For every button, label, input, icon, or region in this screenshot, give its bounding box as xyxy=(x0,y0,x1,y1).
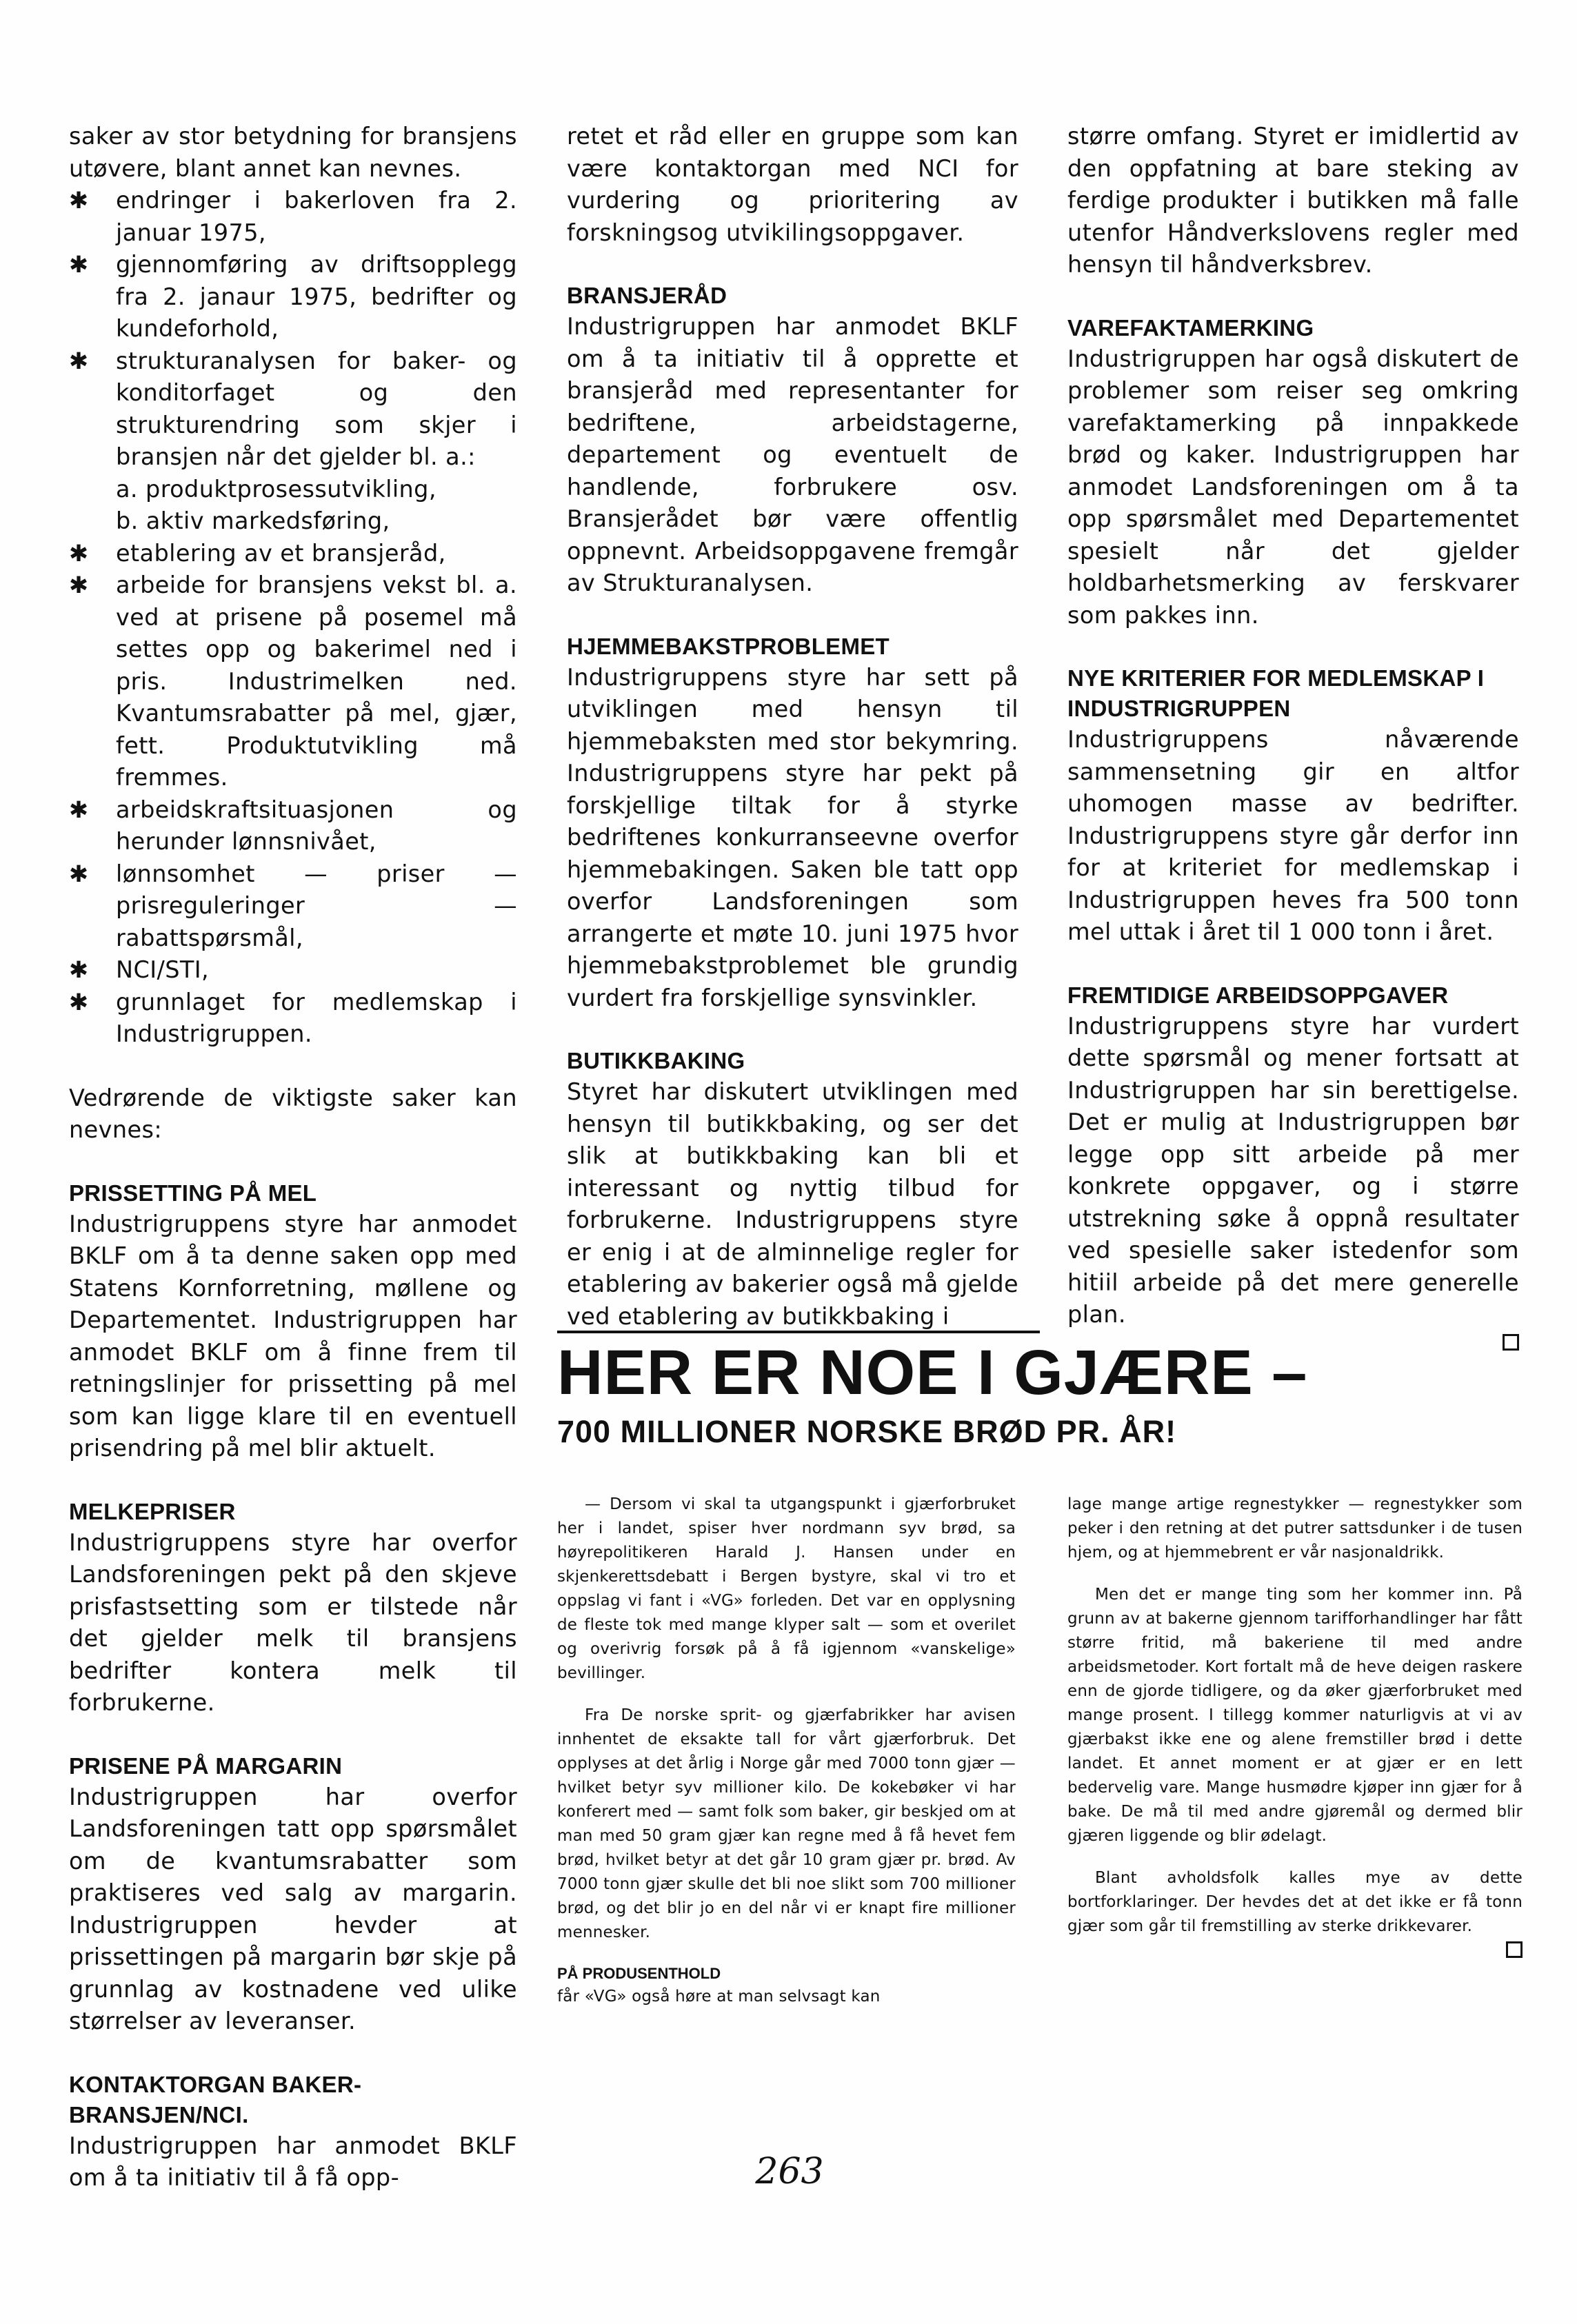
section-heading: VAREFAKTAMERKING xyxy=(1067,314,1314,341)
list-item: ✱ endringer i bakerloven fra 2. januar 1975, xyxy=(69,185,517,249)
article-subheadline: 700 MILLIONER NORSKE BRØD PR. ÅR! xyxy=(557,1414,1177,1449)
section-heading: PRISSETTING PÅ MEL xyxy=(69,1180,317,1206)
asterisk-icon: ✱ xyxy=(69,539,89,567)
section-body: Styret har diskutert utviklingen med hensyn til butikkbaking, og ser det slik at butikkbaking kan bli et interessant og nyttig tilbud for forbrukerne. Industrigruppens styre er enig i at de alminnelige regler for etablering av bakerier også må gjelde ved etablering av butikkbaking i xyxy=(567,1078,1018,1330)
column-1 xyxy=(69,121,517,2194)
asterisk-icon: ✱ xyxy=(69,860,89,887)
list-item: ✱ etablering av et bransjeråd, xyxy=(69,538,517,570)
asterisk-icon: ✱ xyxy=(69,347,89,374)
col3-continuation: større omfang. Styret er imidlertid av den oppfatning at bare steking av ferdige produkter i butikken må falle utenfor Håndverkslovens regler med hensyn til håndverksbrev. xyxy=(1067,123,1519,278)
section-heading: HJEMMEBAKSTPROBLEMET xyxy=(567,633,890,659)
asterisk-icon: ✱ xyxy=(69,988,89,1016)
list-item: ✱ arbeidskraftsituasjonen og herunder lønnsnivået, xyxy=(69,794,517,858)
article-paragraph: Fra De norske sprit- og gjærfabrikker har avisen innhentet de eksakte tall for vårt gjærforbruk. Det opplyses at det årlig i Norge går med 7000 tonn gjær — hvilket betyr syv millioner kilo. De kokebøker vi har konferert med — samt folk som baker, gir beskjed om at man med 50 gram gjær kan regne med å få hevet fem brød, hvilket betyr at det går 10 gram gjær pr. brød. Av 7000 tonn gjær skulle det bli noe slikt som 700 millioner brød, og det blir jo en del når vi er knapt fire millioner mennesker. xyxy=(557,1706,1016,1941)
sub-item-b: b. aktiv markedsføring, xyxy=(116,507,390,534)
article-headline-block xyxy=(557,1334,1536,1453)
section-body: Industrigruppens styre har sett på utviklingen med hensyn til hjemmebaksten med stor bekymring. Industrigruppens styre har pekt på forskjellige tiltak for å styrke bedriftenes konkurranseevne overfor hjemmebakingen. Saken ble tatt opp overfor Landsforeningen som arrangerte et møte 10. juni 1975 hvor hjemmebakstproblemet ble grundig vurdert fra forskjellige synsvinkler. xyxy=(567,663,1018,1011)
section-body: Industrigruppen har overfor Landsforeningen tatt opp spørsmålet om de kvantumsrabatter som praktiseres ved salg av margarin. Industrigruppen hevder at prissettingen på margarin bør skje på grunnlag av kostnadene ved ulike størrelser av leveranser. xyxy=(69,1783,517,2034)
section-heading: BRANSJERÅD xyxy=(567,283,727,308)
col2-continuation: retet et råd eller en gruppe som kan være kontaktorgan med NCI for vurdering og prioritering av forskningsog utvikilingsoppgaver. xyxy=(567,123,1018,246)
article-paragraph: Men det er mange ting som her kommer inn. På grunn av at bakerne gjennom tarifforhandlinger har fått større fritid, må bakeriene til med andre arbeidsmetoder. Kort fortalt må de heve deigen raskere enn de gjorde tidligere, og da øker gjærforbruket med mange prosent. I tillegg kommer naturligvis at vi av gjærbakst ikke ene og alene fremstiller brød i dette landet. Et annet moment er at gjær er en lett bedervelig vare. Mange husmødre kjøper inn gjær for å bake. De må til med andre gjøremål og dermed blir gjæren liggende og blir ødelagt. xyxy=(1067,1586,1523,1845)
article-headline: HER ER NOE I GJÆRE – xyxy=(557,1337,1308,1408)
section-heading: PRISENE PÅ MARGARIN xyxy=(69,1752,343,1779)
issue-list xyxy=(69,185,517,1051)
column-2 xyxy=(567,121,1018,1333)
article-subheading: PÅ PRODUSENTHOLD xyxy=(557,1965,721,1982)
col1-lead: Vedrørende de viktigste saker kan nevnes: xyxy=(69,1084,517,1143)
asterisk-icon: ✱ xyxy=(69,187,89,214)
section-body: Industrigruppen har også diskutert de problemer som reiser seg omkring varefaktamerking på innpakkede brød og kaker. Industrigruppen har anmodet Landsforeningen om å ta opp spørsmålet med Departementet spesielt når det gjelder holdbarhetsmerking av ferskvarer som pakkes inn. xyxy=(1067,345,1519,629)
article-column-left xyxy=(557,1493,1016,2009)
article-column-right xyxy=(1067,1493,1523,1958)
asterisk-icon: ✱ xyxy=(69,251,89,278)
section-heading: NYE KRITERIER FOR MEDLEMSKAP I INDUSTRIGRUPPEN xyxy=(1067,665,1485,721)
section-heading: KONTAKTORGAN BAKER-BRANSJEN/NCI. xyxy=(69,2071,362,2128)
page-number: 263 xyxy=(755,2151,824,2192)
list-item: ✱ NCI/STI, xyxy=(69,954,517,987)
headline-rule xyxy=(557,1331,1040,1333)
section-heading: FREMTIDIGE ARBEIDSOPPGAVER xyxy=(1067,982,1449,1008)
sub-item-a: a. produktprosessutvikling, xyxy=(116,475,436,503)
list-item: ✱ grunnlaget for medlemskap i Industrigruppen. xyxy=(69,987,517,1051)
section-body: Industrigruppens styre har anmodet BKLF om å ta denne saken opp med Statens Kornforretning, møllene og Departementet. Industrigruppen har anmodet BKLF om å finne frem til retningslinjer for prissetting på mel som kan ligge klare til en eventuell prisendring på mel blir aktuelt. xyxy=(69,1210,517,1462)
asterisk-icon: ✱ xyxy=(69,956,89,983)
section-body: Industrigruppens nåværende sammensetning gir en altfor uhomogen masse av bedrifter. Industrigruppens styre går derfor inn for at kriteriet for medlemskap i Industrigruppen heves fra 500 tonn mel uttak i året til 1 000 tonn i året. xyxy=(1067,726,1519,945)
section-body: Industrigruppens styre har overfor Landsforeningen pekt på den skjeve prisfastsetting som er tilstede når det gjelder melk til bransjens bedrifter kontera melk til forbrukerne. xyxy=(69,1528,517,1716)
article-paragraph: Blant avholdsfolk kalles mye av dette bortforklaringer. Der hevdes det at det ikke er få tonn gjær som går til fremstilling av sterke drikkevarer. xyxy=(1067,1869,1523,1935)
section-body: Industrigruppen har anmodet BKLF om å ta initiativ til å opprette et bransjeråd med representanter for bedriftene, arbeidstagerne, departement og eventuelt de handlende, forbrukere osv. Bransjerådet bør være offentlig oppnevnt. Arbeidsoppgavene fremgår av Strukturanalysen. xyxy=(567,313,1018,596)
section-heading: BUTIKKBAKING xyxy=(567,1048,745,1073)
asterisk-icon: ✱ xyxy=(69,796,89,823)
section-body: Industrigruppens styre har vurdert dette spørsmål og mener fortsatt at Industrigruppen har sin berettigelse. Det er mulig at Industrigruppen bør legge opp sitt arbeide på mer konkrete oppgaver, og i større utstrekning søke å oppnå resultater ved spesielle saker istedenfor som hitiil arbeide på det mere generelle plan. xyxy=(1067,1012,1519,1328)
section-body: Industrigruppen har anmodet BKLF om å ta initiativ til å få opp- xyxy=(69,2132,517,2191)
column-3 xyxy=(1067,121,1519,1351)
end-of-article-icon xyxy=(1506,1941,1523,1958)
list-item: ✱ gjennomføring av driftsopplegg fra 2. janaur 1975, bedrifter og kundeforhold, xyxy=(69,249,517,345)
asterisk-icon: ✱ xyxy=(69,572,89,598)
list-item: ✱ arbeide for bransjens vekst bl. a. ved at prisene på posemel må settes opp og bakerimel ned i pris. Industrimelken ned. Kvantumsrabatter på mel, gjær, fett. Produktutvikling må fremmes. xyxy=(69,569,517,794)
section-heading: MELKEPRISER xyxy=(69,1498,236,1524)
article-paragraph: lage mange artige regnestykker — regnestykker som peker i den retning at det putrer sattsdunker i de tusen hjem, og at hjemmebrent er vår nasjonaldrikk. xyxy=(1067,1495,1523,1562)
list-item: ✱ strukturanalysen for baker- og konditorfaget og den strukturendring som skjer i bransjen når det gjelder bl. a.: a. produktprosessutvikling, b. aktiv markedsføring, xyxy=(69,345,517,538)
col1-intro: saker av stor betydning for bransjens utøvere, blant annet kan nevnes. xyxy=(69,123,517,182)
list-item: ✱ lønnsomhet — priser — prisreguleringer — rabattspørsmål, xyxy=(69,858,517,955)
article-paragraph: — Dersom vi skal ta utgangspunkt i gjærforbruket her i landet, spiser hver nordmann syv brød, sa høyrepolitikeren Harald J. Hansen under en skjenkerettsdebatt i Bergen bystyre, skal vi tro et oppslag vi fant i «VG» forleden. Det var en opplysning de fleste tok med mange klyper salt — som et overilet og overivrig forsøk på å få igjennom «vanskelige» bevillinger. xyxy=(557,1495,1016,1682)
article-paragraph: får «VG» også høre at man selvsagt kan xyxy=(557,1988,881,2005)
